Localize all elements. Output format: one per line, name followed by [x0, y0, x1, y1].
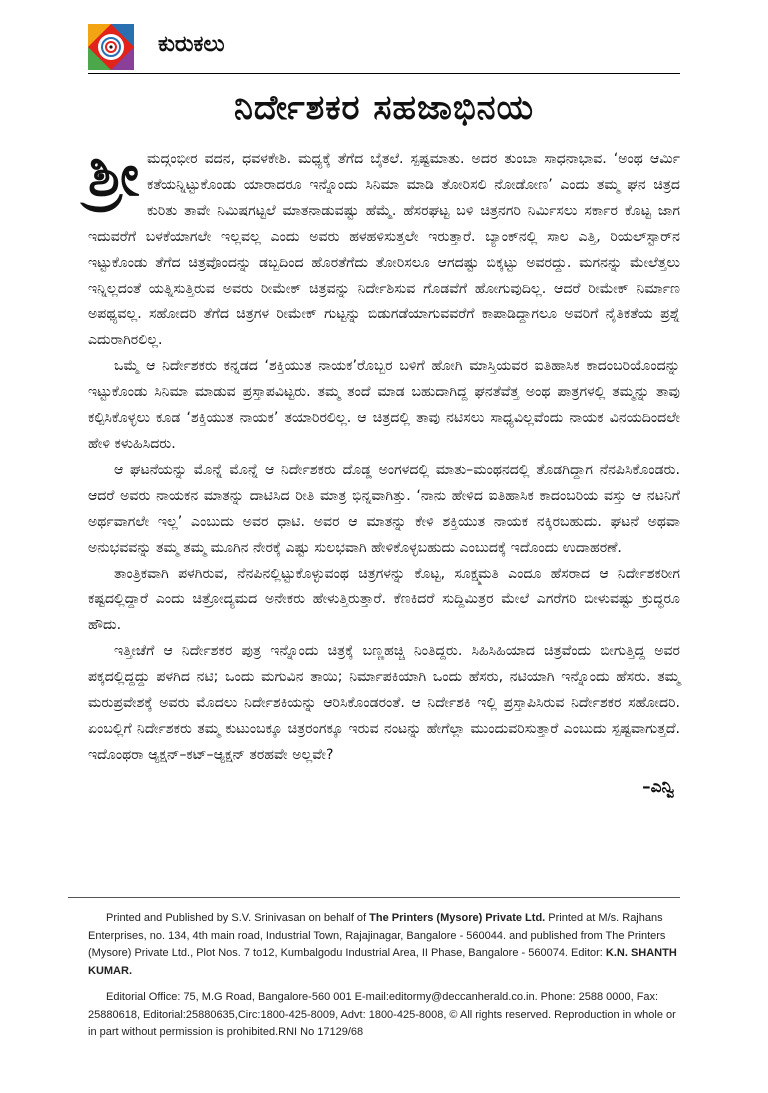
magazine-logo-icon: [88, 24, 134, 70]
imprint-printer: [88, 910, 684, 980]
imprint-footer: [88, 910, 684, 1051]
paragraph: ಆ ಘಟನೆಯನ್ನು ಮೊನ್ನೆ ಮೊನ್ನೆ ಆ ನಿರ್ದೇಶಕರು ದೊಡ್ಡ ಅಂಗಳದಲ್ಲಿ ಮಾತು–ಮಂಥನದಲ್ಲಿ ತೊಡಗಿದ್ದಾಗ ನೆನಪಿಸಿಕೊಂಡರು. ಆದರೆ ಅವರು ನಾಯಕನ ಮಾತನ್ನು ದಾಟಿಸಿದ ರೀತಿ ಮಾತ್ರ ಭಿನ್ನವಾಗಿತ್ತು. ‘ನಾನು ಹೇಳಿದ ಐತಿಹಾಸಿಕ ಕಾದಂಬರಿಯ ವಸ್ತು ಆ ನಟನಿಗೆ ಅರ್ಥವಾಗಲೇ ಇಲ್ಲ’ ಎಂಬುದು ಅವರ ಧಾಟಿ. ಅವರ ಆ ಮಾತನ್ನು ಕೇಳಿ ಶಕ್ತಿಯುತ ನಾಯಕ ನಕ್ಕಿರಬಹುದು. ಘಟನೆ ಅಥವಾ ಅನುಭವವನ್ನು ತಮ್ಮ ತಮ್ಮ ಮೂಗಿನ ನೇರಕ್ಕೆ ಎಷ್ಟು ಸುಲಭವಾಗಿ ಹೇಳಿಕೊಳ್ಳಬಹುದು ಎಂಬುದಕ್ಕೆ ಇದೊಂದು ಉದಾಹರಣೆ.: [88, 461, 680, 556]
imprint-office: Editorial Office: 75, M.G Road, Bangalore-560 001 E-mail:editormy@deccanherald.co.in. Phone: 2588 0000, Fax: 25880618, Editorial:25880635,Circ:1800-425-8009, Advt: 1800-425-8008, © All rights reserved. Reproduction in whole or in part without permission is prohibited.RNI No 17129/68: [88, 991, 676, 1038]
paragraph: [88, 141, 680, 354]
article-body: [88, 141, 680, 801]
author-signature: –ಎನ್ವಿ: [642, 776, 674, 797]
editor-name: K.N. SHANTH KUMAR.: [88, 947, 677, 977]
drop-cap: ಶ್ರೀ: [88, 141, 140, 209]
paragraph: ಒಮ್ಮೆ ಆ ನಿರ್ದೇಶಕರು ಕನ್ನಡದ ‘ಶಕ್ತಿಯುತ ನಾಯಕ’ರೊಬ್ಬರ ಬಳಿಗೆ ಹೋಗಿ ಮಾಸ್ತಿಯವರ ಐತಿಹಾಸಿಕ ಕಾದಂಬರಿಯೊಂದನ್ನು ಇಟ್ಟುಕೊಂಡು ಸಿನಿಮಾ ಮಾಡುವ ಪ್ರಸ್ತಾಪವಿಟ್ಟರು. ತಮ್ಮ ತಂದೆ ಮಾಡ ಬಹುದಾಗಿದ್ದ ಘನತೆವೆತ್ತ ಅಂಥ ಪಾತ್ರಗಳಲ್ಲಿ ತಮ್ಮನ್ನು ತಾವು ಕಲ್ಪಿಸಿಕೊಳ್ಳಲು ಕೂಡ ‘ಶಕ್ತಿಯುತ ನಾಯಕ’ ತಯಾರಿರಲಿಲ್ಲ. ಆ ಚಿತ್ರದಲ್ಲಿ ತಾವು ನಟಿಸಲು ಸಾಧ್ಯವಿಲ್ಲವೆಂದು ನಾಯಕ ವಿನಯದಿಂದಲೇ ಹೇಳಿ ಕಳುಹಿಸಿದರು.: [88, 358, 680, 452]
imprint-text: Printed at M/s. Rajhans Enterprises, no. 134, 4th main road, Industrial Town, Rajajinagar, Bangalore - 560044. and published from The Printers (Mysore) Private Ltd., Plot Nos. 7 to12, Kumbalgodu Industrial Area, II Phase, Bangalore - 560074. Editor:: [88, 912, 666, 959]
imprint-text: Printed and Published by S.V. Srinivasan on behalf of: [106, 912, 370, 924]
footer-divider: [68, 897, 680, 898]
publisher-name: The Printers (Mysore) Private Ltd.: [369, 912, 546, 924]
paragraph: ಇತ್ತೀಚೆಗೆ ಆ ನಿರ್ದೇಶಕರ ಪುತ್ರ ಇನ್ನೊಂದು ಚಿತ್ರಕ್ಕೆ ಬಣ್ಣಹಚ್ಚಿ ನಿಂತಿದ್ದರು. ಸಿಹಿಸಿಹಿಯಾದ ಚಿತ್ರವೆಂದು ಬೀಗುತ್ತಿದ್ದ ಅವರ ಪಕ್ಕದಲ್ಲಿದ್ದದ್ದು ಪಳಗಿದ ನಟಿ; ಒಂದು ಮಗುವಿನ ತಾಯಿ; ನಿರ್ಮಾಪಕಿಯಾಗಿ ಒಂದು ಹೆಸರು, ನಟಿಯಾಗಿ ಇನ್ನೊಂದು ಹೆಸರು. ತಮ್ಮ ಮರುಪ್ರವೇಶಕ್ಕೆ ಅವರು ಮೊದಲು ನಿರ್ದೇಶಕಿಯನ್ನು ಆರಿಸಿಕೊಂಡರಂತೆ. ಆ ನಿರ್ದೇಶಕಿ ಇಲ್ಲಿ ಪ್ರಸ್ತಾಪಿಸಿರುವ ನಿರ್ದೇಶಕರ ಸಹೋದರಿ. ಏಂಬಲ್ಲಿಗೆ ನಿರ್ದೇಶಕರು ತಮ್ಮ ಕುಟುಂಬಕ್ಕೂ ಚಿತ್ರರಂಗಕ್ಕೂ ಇರುವ ನಂಟನ್ನು ಹೇಗೆಲ್ಲಾ ಮುಂದುವರಿಸುತ್ತಾರೆ ಎಂಬುದು ಸ್ಪಷ್ಟವಾಗುತ್ತದೆ. ಇದೊಂಥರಾ ಆ್ಯಕ್ಷನ್–ಕಟ್–ಆ್ಯಕ್ಷನ್ ತರಹವೇ ಅಲ್ಲವೇ?: [88, 643, 680, 763]
paragraph: ತಾಂತ್ರಿಕವಾಗಿ ಪಳಗಿರುವ, ನೆನಪಿನಲ್ಲಿಟ್ಟುಕೊಳ್ಳುವಂಥ ಚಿತ್ರಗಳನ್ನು ಕೊಟ್ಟ, ಸೂಕ್ಷ್ಮಮತಿ ಎಂದೂ ಹೆಸರಾದ ಆ ನಿರ್ದೇಶಕರೀಗ ಕಷ್ಟದಲ್ಲಿದ್ದಾರೆ ಎಂದು ಚಿತ್ರೋದ್ಯಮದ ಅನೇಕರು ಹೇಳುತ್ತಿರುತ್ತಾರೆ. ಕೆಣಕಿದರೆ ಸುದ್ದಿಮಿತ್ರರ ಮೇಲೆ ಎಗರೆಗರಿ ಬೀಳುವಷ್ಟು ಕ್ರುದ್ಧರೂ ಹೌದು.: [88, 565, 680, 634]
header-rule: [88, 73, 680, 74]
page-header: [88, 24, 680, 70]
section-name: ಕುರುಕಲು: [158, 32, 225, 57]
article-title: ನಿರ್ದೇಶಕರ ಸಹಜಾಭಿನಯ: [233, 88, 535, 128]
paragraph-text: ಮದ್ಗಂಭೀರ ವದನ, ಧವಳಕೇಶಿ. ಮಧ್ಯಕ್ಕೆ ತೆಗೆದ ಬೈತಲೆ. ಸ್ಪಷ್ಟಮಾತು. ಅದರ ತುಂಬಾ ಸಾಧನಾಭಾವ. ‘ಅಂಥ ಆರ್ಮಿ ಕತೆಯನ್ನಿಟ್ಟುಕೊಂಡು ಯಾರಾದರೂ ಇನ್ನೊಂದು ಸಿನಿಮಾ ಮಾಡಿ ತೋರಿಸಲಿ ನೋಡೋಣ’ ಎಂದು ತಮ್ಮ ಘನ ಚಿತ್ರದ ಕುರಿತು ತಾವೇ ನಿಮಿಷಗಟ್ಟಲೆ ಮಾತನಾಡುವಷ್ಟು ಹೆಮ್ಮೆ. ಹೆಸರಘಟ್ಟ ಬಳಿ ಚಿತ್ರನಗರಿ ನಿರ್ಮಿಸಲು ಸರ್ಕಾರ ಕೊಟ್ಟ ಜಾಗ ಇದುವರೆಗೆ ಬಳಕೆಯಾಗಲೇ ಇಲ್ಲವಲ್ಲ ಎಂದು ಅವರು ಹಳಹಳಿಸುತ್ತಲೇ ಇರುತ್ತಾರೆ. ಬ್ಯಾಂಕ್‌ನಲ್ಲಿ ಸಾಲ ಎತ್ತಿ, ರಿಯಲ್‌ಸ್ಟಾರ್‌ನ ಇಟ್ಟುಕೊಂಡು ತೆಗೆದ ಚಿತ್ರವೊಂದನ್ನು ಡಬ್ಬದಿಂದ ಹೊರತೆಗೆದು ತೋರಿಸಲೂ ಆಗದಷ್ಟು ಬಿಕ್ಕಟ್ಟು ಅವರದ್ದು. ಮಗನನ್ನು ಮೇಲೆತ್ತಲು ಇನ್ನಿಲ್ಲದಂತೆ ಯತ್ನಿಸುತ್ತಿರುವ ಅವರು ರೀಮೇಕ್ ಚಿತ್ರವನ್ನು ನಿರ್ದೇಶಿಸುವ ಗೊಡವೆಗೆ ಹೋಗುವುದಿಲ್ಲ. ಆದರೆ ರೀಮೇಕ್ ನಿರ್ಮಾಣ ಅಪಥ್ಯವಲ್ಲ. ಸಹೋದರಿ ತೆಗೆದ ಚಿತ್ರಗಳ ರೀಮೇಕ್ ಗುಟ್ಟನ್ನು ಬಿಡುಗಡೆಯಾಗುವವರೆಗೆ ಕಾಪಾಡಿದ್ದಾಗಲೂ ಅವರಿಗೆ ನೈತಿಕತೆಯ ಪ್ರಶ್ನೆ ಎದುರಾಗಿರಲಿಲ್ಲ.: [88, 151, 680, 349]
